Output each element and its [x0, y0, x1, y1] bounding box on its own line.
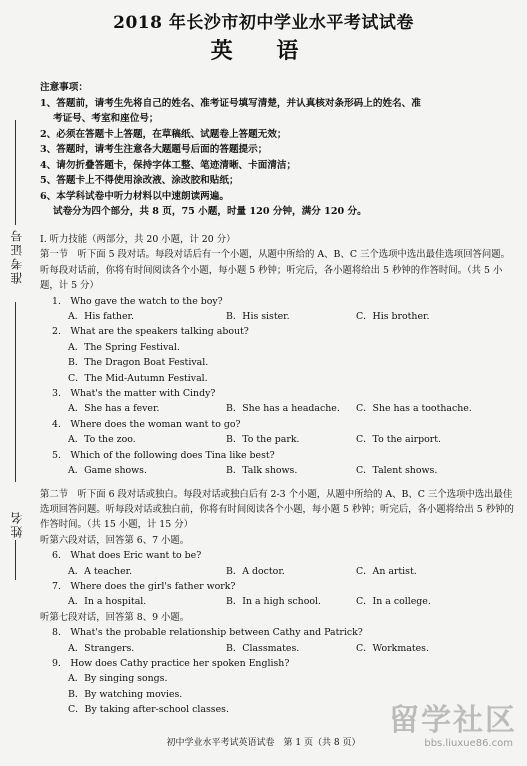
option-a: A．In a hospital. — [68, 596, 147, 608]
option-a: A．Game shows. — [68, 465, 147, 477]
listening-section — [40, 232, 518, 718]
exam-title: 2018 年长沙市初中学业水平考试试卷 — [113, 13, 414, 33]
part-heading: I. 听力技能（两部分，共 20 小题，计 20 分） — [40, 234, 236, 245]
option-c: C．The Mid-Autumn Festival. — [68, 372, 208, 384]
exam-number-label: 准考证号 — [10, 228, 24, 284]
instruction-item: 3、答题时，请考生注意各大题题号后面的答题提示； — [40, 144, 268, 155]
option-a: A．His father. — [68, 311, 134, 323]
options-1 — [40, 309, 518, 324]
option-a: A．By singing songs. — [68, 673, 168, 685]
instruction-item: 2、必须在答题卡上答题，在草稿纸、试题卷上答题无效； — [40, 128, 287, 140]
option-c: C．By taking after-school classes. — [68, 704, 229, 716]
option-c: C．Talent shows. — [356, 465, 438, 477]
cut-line — [15, 120, 16, 225]
instruction-item: 5、答题卡上不得使用涂改液、涂改胶和贴纸； — [40, 175, 239, 186]
question-4: 4. Where does the woman want to go? — [52, 418, 241, 430]
option-a: A．She has a fever. — [68, 403, 160, 415]
option-b: B．To the park. — [226, 434, 300, 446]
question-3: 3. What's the matter with Cindy? — [52, 388, 216, 400]
options-8 — [40, 641, 518, 656]
option-c: C．To the airport. — [356, 434, 441, 446]
question-7: 7. Where does the girl's father work? — [52, 580, 236, 592]
option-b: B．His sister. — [226, 311, 290, 323]
options-3 — [40, 401, 518, 416]
instructions-heading: 注意事项： — [40, 82, 88, 93]
question-5: 5. Which of the following does Tina like best? — [52, 449, 275, 461]
watermark-url: bbs.liuxue86.com — [424, 738, 513, 749]
option-a: A．To the zoo. — [68, 434, 136, 446]
option-c: C．Workmates. — [356, 642, 429, 654]
options-4 — [40, 432, 518, 447]
watermark-logo: 留学社区 — [389, 703, 517, 738]
options-5 — [40, 463, 518, 478]
option-b: B．The Dragon Boat Festival. — [68, 357, 209, 369]
option-c: C．In a college. — [356, 596, 431, 608]
option-c: C．She has a toothache. — [356, 403, 472, 415]
binding-margin — [2, 120, 32, 720]
question-1: 1. Who gave the watch to the boy? — [52, 295, 223, 307]
page-footer: 初中学业水平考试英语试卷 第 1 页（共 8 页） — [166, 738, 361, 748]
option-b: B．She has a headache. — [226, 403, 340, 415]
option-a: A．Strangers. — [68, 642, 135, 654]
option-c: C．His brother. — [356, 311, 430, 323]
name-label: 姓名 — [10, 510, 24, 538]
exam-summary: 试卷分为四个部分，共 8 页，75 小题，时量 120 分钟，满分 120 分。 — [53, 206, 367, 217]
subject-title: 英 语 — [210, 38, 317, 64]
instruction-item: 考证号、考室和座位号； — [53, 113, 159, 124]
section-2-instructions: 第二节 听下面 6 段对话或独白。每段对话或独白后有 2-3 个小题，从题中所给的 A、B、C 三个选项中选出最佳选项回答问题。听每段对话或独白前，你将有时间阅读各个小题，每小题 5 秒钟；听完后，各小题将给出 5 秒钟的作答时间。（共 15 小题，计 15 分） — [40, 488, 514, 531]
question-9: 9. How does Cathy practice her spoken English? — [52, 657, 290, 669]
option-a: A．The Spring Festival. — [68, 341, 180, 353]
options-6 — [40, 564, 518, 579]
instruction-item: 1、答题前，请考生先将自己的姓名、准考证号填写清楚，并认真核对条形码上的姓名、准 — [40, 97, 421, 109]
dialogue-6-prompt: 听第六段对话，回答第 6、7 小题。 — [40, 534, 190, 546]
options-7 — [40, 594, 518, 609]
question-6: 6. What does Eric want to be? — [52, 550, 202, 562]
option-b: B．In a high school. — [226, 596, 321, 608]
question-8: 8. What's the probable relationship between Cathy and Patrick? — [52, 627, 363, 639]
question-2: 2. What are the speakers talking about? — [52, 326, 249, 338]
dialogue-7-prompt: 听第七段对话，回答第 8、9 小题。 — [40, 611, 190, 623]
name-line — [15, 540, 16, 580]
option-b: B．By watching movies. — [68, 688, 183, 700]
option-b: B．A doctor. — [226, 565, 285, 577]
instruction-item: 6、本学科试卷中听力材料以中速朗读两遍。 — [40, 190, 229, 202]
option-c: C．An artist. — [356, 565, 417, 577]
instructions — [40, 80, 518, 220]
option-b: B．Classmates. — [226, 642, 300, 654]
exam-number-line — [15, 302, 16, 482]
option-b: B．Talk shows. — [226, 465, 298, 477]
section-1-instructions: 第一节 听下面 5 段对话。每段对话后有一个小题，从题中所给的 A、B、C 三个选项中选出最佳选项回答问题。听每段对话前，你将有时间阅读各个小题，每小题 5 秒钟；听完后，各小题将给出 5 秒钟的作答时间。（共 5 小题，计 5 分） — [40, 249, 510, 292]
instruction-item: 4、请勿折叠答题卡，保持字体工整、笔迹清晰、卡面清洁； — [40, 159, 297, 171]
option-a: A．A teacher. — [68, 565, 133, 577]
